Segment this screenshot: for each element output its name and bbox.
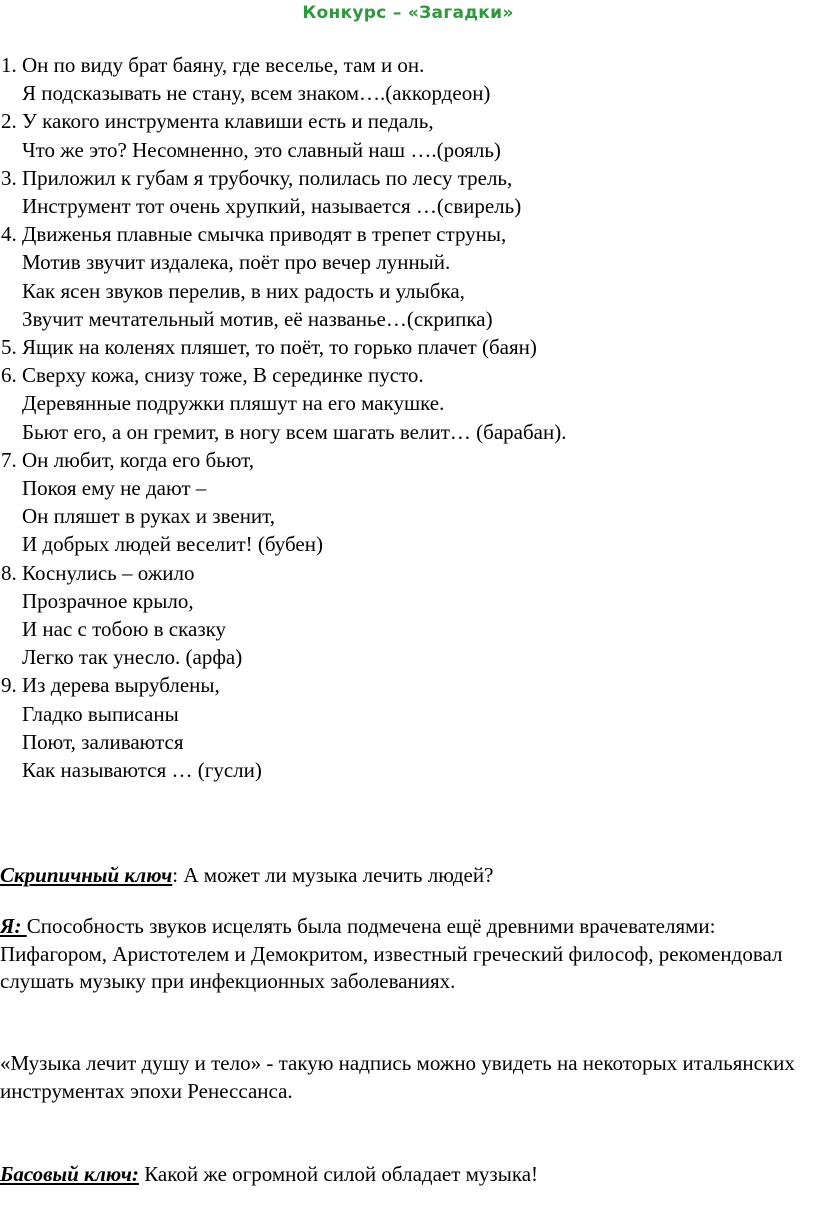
riddle-text: Покоя ему не дают – [22, 476, 207, 501]
riddle-number: 2. [1, 109, 17, 134]
riddle-first-line [0, 164, 566, 192]
speaker-bass-clef: Басовый ключ: [0, 1162, 139, 1186]
riddle-item [0, 333, 566, 361]
riddle-line [0, 587, 566, 615]
riddle-number: 4. [1, 222, 17, 247]
riddle-item [0, 446, 566, 559]
riddle-line [0, 474, 566, 502]
riddle-text: Звучит мечтательный мотив, её названье…(скрипка) [22, 306, 493, 331]
riddle-line [0, 136, 566, 164]
riddle-text: Ящик на коленях пляшет, то поёт, то горько плачет (баян) [22, 335, 537, 360]
riddle-text: Коснулись – ожило [22, 560, 195, 585]
riddle-text: Прозрачное крыло, [22, 588, 194, 613]
riddle-item [0, 671, 566, 784]
riddle-first-line [0, 671, 566, 699]
riddle-text: Как называются … (гусли) [22, 758, 262, 783]
riddle-number: 7. [1, 447, 17, 472]
riddle-number: 6. [1, 363, 17, 388]
riddle-text: Приложил к губам я трубочку, полилась по лесу трель, [22, 165, 513, 190]
riddle-line [0, 79, 566, 107]
riddle-line [0, 530, 566, 558]
riddle-line [0, 700, 566, 728]
riddle-line [0, 756, 566, 784]
riddle-number: 3. [1, 165, 17, 190]
riddle-text: Гладко выписаны [22, 701, 179, 726]
riddle-line [0, 389, 566, 417]
riddle-item [0, 559, 566, 672]
riddle-line [0, 248, 566, 276]
riddle-text: Легко так унесло. (арфа) [22, 645, 243, 670]
riddle-first-line [0, 220, 566, 248]
riddle-text: И нас с тобою в сказку [22, 617, 227, 642]
riddle-line [0, 192, 566, 220]
riddle-text: Инструмент тот очень хрупкий, называется …(свирель) [22, 194, 522, 219]
riddle-first-line [0, 51, 566, 79]
riddle-line [0, 643, 566, 671]
speaker-me: Я: [0, 914, 27, 938]
riddle-text: Деревянные подружки пляшут на его макушке. [22, 391, 445, 416]
riddle-text: Как ясен звуков перелив, в них радость и улыбка, [22, 278, 465, 303]
riddle-first-line [0, 361, 566, 389]
riddle-line [0, 418, 566, 446]
riddle-line [0, 615, 566, 643]
riddle-text: Мотив звучит издалека, поёт про вечер лунный. [22, 250, 451, 275]
dialog-paragraph-1 [0, 862, 816, 890]
dialog-paragraph-2 [0, 913, 816, 996]
riddle-item [0, 361, 566, 446]
riddle-text: Поют, заливаются [22, 729, 184, 754]
dialog-paragraph-3 [0, 1050, 816, 1105]
riddle-item [0, 107, 566, 163]
riddle-number: 8. [1, 560, 17, 585]
riddle-text: Движенья плавные смычка приводят в трепет струны, [22, 222, 507, 247]
riddle-text: И добрых людей веселит! (бубен) [22, 532, 323, 557]
riddle-text: Он пляшет в руках и звенит, [22, 504, 276, 529]
riddle-line [0, 502, 566, 530]
riddle-item [0, 220, 566, 333]
riddle-first-line [0, 107, 566, 135]
riddle-text: Бьют его, а он гремит, в ногу всем шагать велит… (барабан). [22, 419, 567, 444]
riddle-list [0, 51, 566, 784]
dialog-paragraph-4 [0, 1161, 816, 1189]
riddle-first-line [0, 333, 566, 361]
riddle-text: Сверху кожа, снизу тоже, В серединке пусто. [22, 363, 424, 388]
riddle-text: У какого инструмента клавиши есть и педаль, [22, 109, 434, 134]
riddle-line [0, 305, 566, 333]
paragraph-text: «Музыка лечит душу и тело» - такую надпись можно увидеть на некоторых итальянских инструментах эпохи Ренессанса. [0, 1051, 795, 1103]
riddle-first-line [0, 559, 566, 587]
paragraph-text: : А может ли музыка лечить людей? [172, 863, 494, 887]
riddle-text: Он любит, когда его бьют, [22, 447, 254, 472]
riddle-line [0, 728, 566, 756]
riddle-text: Я подсказывать не стану, всем знаком….(аккордеон) [22, 81, 491, 106]
riddle-first-line [0, 446, 566, 474]
page-title: Конкурс – «Загадки» [302, 3, 514, 23]
riddle-text: Из дерева вырублены, [22, 673, 220, 698]
riddle-number: 1. [1, 53, 17, 77]
paragraph-text: Какой же огромной силой обладает музыка! [138, 1162, 539, 1186]
riddle-item [0, 51, 566, 107]
riddle-number: 9. [1, 673, 17, 698]
riddle-item [0, 164, 566, 220]
riddle-text: Что же это? Несомненно, это славный наш ….(рояль) [22, 137, 501, 162]
speaker-treble-clef: Скрипичный ключ [0, 863, 173, 887]
riddle-line [0, 277, 566, 305]
paragraph-text: Способность звуков исцелять была подмечена ещё древними врачевателями: Пифагором, Аристотелем и Демокритом, известный греческий философ, рекомендовал слушать музыку при инфекционных заболеваниях. [0, 914, 783, 993]
riddle-text: Он по виду брат баяну, где веселье, там и он. [22, 53, 425, 77]
riddle-number: 5. [1, 335, 17, 360]
